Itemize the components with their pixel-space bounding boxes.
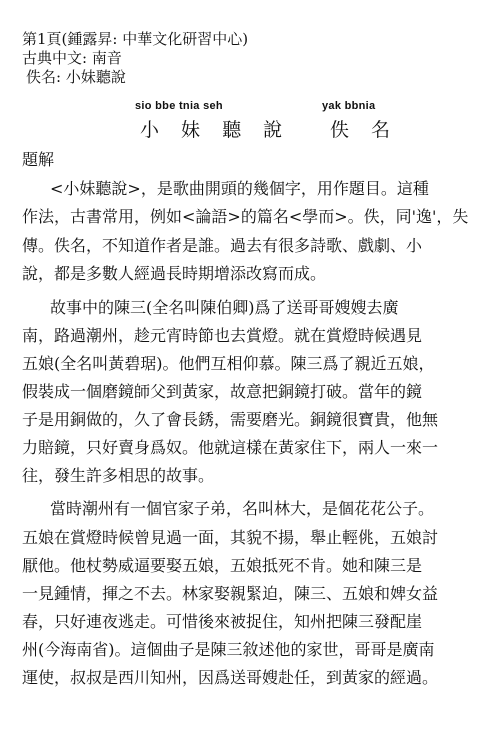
body-line-8: 假裝成一個磨鏡師父到黃家，故意把銅鏡打破。當年的鏡 <box>22 382 423 401</box>
body-line-14: 厭他。他杖勢威逼要娶五娘，五娘抵死不肯。她和陳三是 <box>22 556 423 575</box>
body-line-11: 往，發生許多相思的故事。 <box>22 466 215 485</box>
chinese-title: 小 妹 聽 說 <box>140 119 291 141</box>
body-line-13: 五娘在賞燈時候曾見過一面，其貌不揚，舉止輕佻，五娘討 <box>22 528 439 547</box>
body-line-1: <小妹聽說>，是歌曲開頭的幾個字，用作題目。這種 <box>50 179 429 198</box>
body-line-3: 傳。佚名，不知道作者是誰。過去有很多詩歌、戲劇、小 <box>22 236 423 255</box>
body-line-2: 作法，古書常用，例如<論語>的篇名<學而>。佚，同'逸'，失 <box>22 207 469 226</box>
body-line-4: 說，都是多數人經過長時期增添改寫而成。 <box>22 264 327 283</box>
romanized-title: sio bbe tnia seh <box>135 100 223 112</box>
page-source-line: 第1頁(鍾露昇: 中華文化研習中心) <box>22 30 249 48</box>
chinese-author: 佚 名 <box>330 119 399 141</box>
body-line-18: 運使，叔叔是西川知州，因爲送哥嫂赴任，到黃家的經過。 <box>22 668 439 687</box>
body-line-5: 故事中的陳三(全名叫陳伯卿)爲了送哥哥嫂嫂去廣 <box>50 298 399 317</box>
body-line-12: 當時潮州有一個官家子弟，名叫林大，是個花花公子。 <box>50 499 435 518</box>
category-line: 古典中文: 南音 <box>22 49 122 67</box>
romanized-author: yak bbnia <box>322 100 376 112</box>
body-line-15: 一見鍾情，揮之不去。林家娶親緊迫，陳三、五娘和婢女益 <box>22 584 439 603</box>
body-line-16: 春，只好連夜逃走。可惜後來被捉住，知州把陳三發配崖 <box>22 612 423 631</box>
author-title-line: 佚名: 小妹聽說 <box>26 68 126 86</box>
body-line-6: 南，路過潮州，趁元宵時節也去賞燈。就在賞燈時候遇見 <box>22 326 423 345</box>
body-line-9: 子是用銅做的，久了會長銹，需要磨光。銅鏡很寶貴，他無 <box>22 410 439 429</box>
body-line-17: 州(今海南省)。這個曲子是陳三敘述他的家世，哥哥是廣南 <box>22 640 435 659</box>
body-line-10: 力賠鏡，只好賣身爲奴。他就這樣在黃家住下，兩人一來一 <box>22 438 439 457</box>
section-heading: 題解 <box>22 150 55 169</box>
body-line-7: 五娘(全名叫黃碧琚)。他們互相仰慕。陳三爲了親近五娘， <box>22 354 435 373</box>
